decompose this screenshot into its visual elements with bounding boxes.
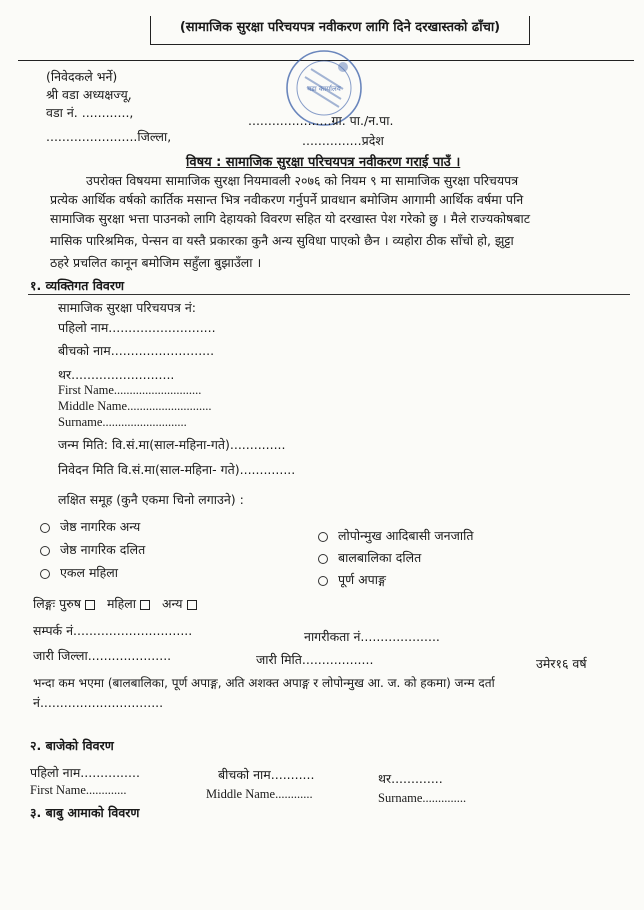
card-number-field[interactable]: सामाजिक सुरक्षा परिचयपत्र नं: bbox=[58, 300, 196, 315]
gender-other-checkbox[interactable] bbox=[187, 600, 197, 610]
form-title: (सामाजिक सुरक्षा परिचयपत्र नवीकरण लागि दिने दरखास्तको ढाँचा) bbox=[150, 16, 530, 45]
option-senior-dalit[interactable]: जेष्ठ नागरिक दलित bbox=[40, 541, 145, 558]
radio-icon[interactable] bbox=[40, 546, 50, 556]
grandfather-surname-en-field[interactable]: Surname.............. bbox=[378, 791, 467, 805]
body-line-4: मासिक पारिश्रमिक, पेन्सन वा यस्तै प्रकारका कुनै अन्य सुविधा पाएको छैन । व्यहोरा ठीक साँचो हो, झुट्टा bbox=[50, 233, 514, 248]
subject-line: विषय : सामाजिक सुरक्षा परिचयपत्र नवीकरण गराई पाउँ । bbox=[186, 155, 461, 170]
gender-male-label: पुरुष bbox=[59, 596, 81, 611]
option-endangered-indigenous[interactable]: लोपोन्मुख आदिबासी जनजाति bbox=[318, 527, 473, 544]
first-name-en-field[interactable]: First Name............................ bbox=[58, 383, 202, 397]
addressee: श्री वडा अध्यक्षज्यू, bbox=[46, 87, 132, 102]
gender-male-checkbox[interactable] bbox=[85, 600, 95, 610]
middle-name-np-field[interactable]: बीचको नाम.......................... bbox=[58, 343, 215, 358]
radio-icon[interactable] bbox=[40, 523, 50, 533]
contact-field[interactable]: सम्पर्क नं.............................. bbox=[33, 623, 193, 638]
gender-female-label: महिला bbox=[106, 596, 137, 611]
radio-icon[interactable] bbox=[318, 576, 328, 586]
radio-icon[interactable] bbox=[318, 554, 328, 564]
applicant-note: (निवेदकले भर्ने) bbox=[46, 69, 118, 84]
radio-icon[interactable] bbox=[40, 569, 50, 579]
option-single-woman[interactable]: एकल महिला bbox=[40, 564, 118, 581]
under16-desc: भन्दा कम भएमा (बालबालिका, पूर्ण अपाङ्ग, अति अशक्त अपाङ्ग र लोपोन्मुख आ. ज. को हकमा) जन्म दर्ता bbox=[33, 676, 495, 690]
option-child-dalit[interactable]: बालबालिका दलित bbox=[318, 549, 421, 566]
section1-divider bbox=[28, 294, 630, 295]
first-name-np-field[interactable]: पहिलो नाम........................... bbox=[58, 320, 216, 335]
section1-heading: १. व्यक्तिगत विवरण bbox=[30, 278, 124, 293]
target-group-label: लक्षित समूह (कुनै एकमा चिनो लगाउने) : bbox=[58, 492, 244, 507]
dob-field[interactable]: जन्म मिति: वि.सं.मा(साल-महिना-गते).............. bbox=[58, 437, 286, 452]
body-line-1: उपरोक्त विषयमा सामाजिक सुरक्षा नियमावली २०७६ को नियम ९ मा सामाजिक सुरक्षा परिचयपत्र bbox=[86, 173, 519, 188]
province-field[interactable]: ...............प्रदेश bbox=[302, 133, 384, 148]
body-line-3: सामाजिक सुरक्षा भत्ता पाउनको लागि देहायको विवरण सहित यो दरखास्त पेश गरेको छु । मैले राज्यकोषबाट bbox=[50, 211, 531, 226]
grandfather-middle-name-np-field[interactable]: बीचको नाम........... bbox=[218, 767, 315, 782]
option-senior-other[interactable]: जेष्ठ नागरिक अन्य bbox=[40, 518, 140, 535]
birth-reg-field[interactable]: नं............................... bbox=[33, 695, 164, 710]
body-line-5: ठहरे प्रचलित कानून बमोजिम सहुँला बुझाउँला । bbox=[50, 255, 262, 270]
issue-district-field[interactable]: जारी जिल्ला..................... bbox=[33, 648, 172, 663]
citizenship-field[interactable]: नागरीकता नं.................... bbox=[304, 629, 440, 644]
application-date-field[interactable]: निवेदन मिति वि.सं.मा(साल-महिना- गते).............. bbox=[58, 462, 296, 477]
gender-other-label: अन्य bbox=[162, 596, 183, 611]
surname-np-field[interactable]: थर.......................... bbox=[58, 367, 175, 382]
middle-name-en-field[interactable]: Middle Name........................... bbox=[58, 399, 212, 413]
section3-heading: ३. बाबु आमाको विवरण bbox=[30, 805, 140, 820]
grandfather-first-name-en-field[interactable]: First Name............. bbox=[30, 783, 127, 797]
gender-female-checkbox[interactable] bbox=[140, 600, 150, 610]
district-field[interactable]: .......................जिल्ला, bbox=[46, 129, 172, 144]
gender-row bbox=[33, 595, 205, 612]
grandfather-surname-np-field[interactable]: थर............. bbox=[378, 771, 443, 786]
gender-label: लिङ्गः bbox=[33, 596, 56, 611]
radio-icon[interactable] bbox=[318, 532, 328, 542]
under16-label: उमेर१६ वर्ष bbox=[536, 656, 587, 671]
body-line-2: प्रत्येक आर्थिक वर्षको कार्तिक मसान्त भित्र नवीकरण गर्नुपर्ने प्रावधान बमोजिम आगामी आर्थिक वर्षमा पनि bbox=[50, 192, 524, 207]
grandfather-first-name-np-field[interactable]: पहिलो नाम............... bbox=[30, 765, 140, 780]
municipality-field[interactable]: .....................ग्रा. पा./न.पा. bbox=[248, 113, 394, 128]
option-fully-disabled[interactable]: पूर्ण अपाङ्ग bbox=[318, 571, 386, 588]
issue-date-field[interactable]: जारी मिति.................. bbox=[256, 652, 374, 667]
stamp-text: वडा कार्यालय bbox=[307, 85, 341, 93]
section2-heading: २. बाजेको विवरण bbox=[30, 738, 114, 753]
grandfather-middle-name-en-field[interactable]: Middle Name............ bbox=[206, 787, 313, 801]
surname-en-field[interactable]: Surname........................... bbox=[58, 415, 187, 429]
ward-number-field[interactable]: वडा नं. ............, bbox=[46, 105, 134, 120]
